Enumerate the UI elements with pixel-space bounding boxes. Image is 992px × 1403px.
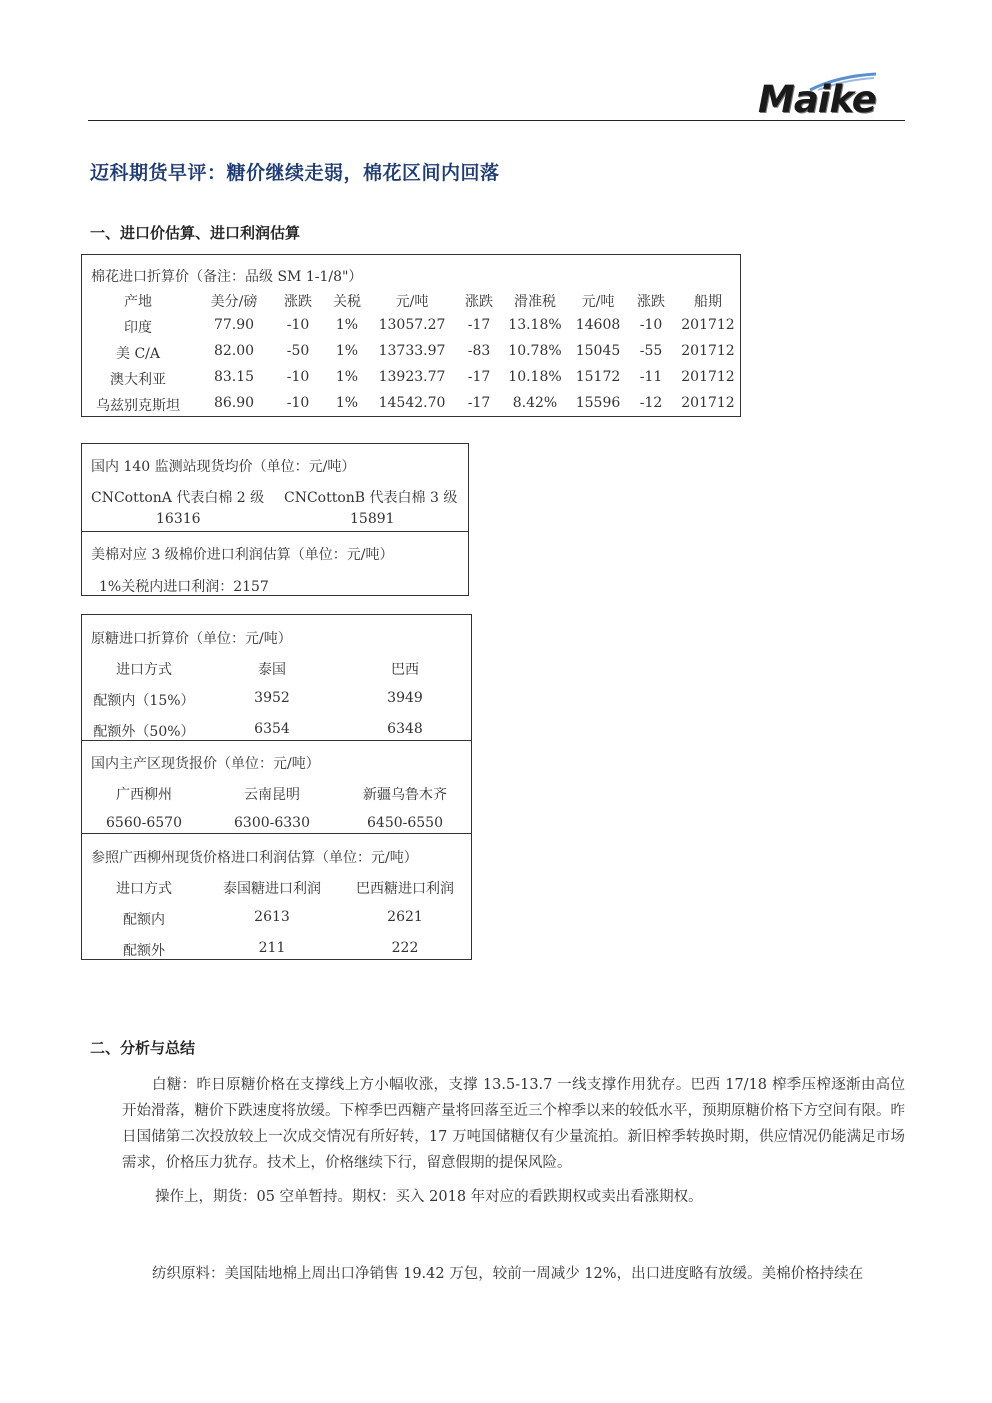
table-cell: 211 — [258, 940, 286, 956]
table-cell: 201712 — [681, 317, 735, 333]
table-header-cell: 涨跌 — [284, 294, 312, 310]
table-cell: 澳大利亚 — [110, 372, 166, 388]
table-cell: 配额内（15%） — [93, 693, 195, 709]
table-cell: 201712 — [681, 343, 735, 359]
cnCottonB-value: 15891 — [350, 511, 395, 527]
table-cell: 美 C/A — [116, 346, 160, 362]
table-header-cell: 广西柳州 — [116, 787, 172, 803]
table-cell: -17 — [467, 317, 491, 333]
table-header-cell: 美分/磅 — [210, 294, 258, 310]
table-cell: 14542.70 — [378, 395, 446, 411]
table-header-cell: 关税 — [333, 294, 361, 310]
sugar-table — [81, 614, 472, 960]
table-divider — [82, 740, 471, 741]
sugar-raw-caption: 原糖进口折算价（单位：元/吨） — [91, 631, 292, 647]
table-cell: 13733.97 — [378, 343, 446, 359]
cotton-import-table — [81, 254, 741, 417]
table-cell: 15045 — [575, 343, 621, 359]
table-cell: 6560-6570 — [106, 815, 182, 831]
table-cell: 配额外 — [123, 943, 165, 959]
table-cell: 83.15 — [213, 369, 255, 385]
cotton-spot-table — [81, 443, 469, 596]
table-cell: 13.18% — [508, 317, 562, 333]
table-cell: 2621 — [387, 909, 423, 925]
table-cell: -10 — [286, 395, 310, 411]
table-cell: 14608 — [575, 317, 621, 333]
maike-logo — [758, 72, 890, 121]
table-cell: -10 — [286, 369, 310, 385]
table-cell: 3949 — [387, 690, 423, 706]
table-cell: 201712 — [681, 369, 735, 385]
table-cell: 1% — [335, 317, 359, 333]
table-header-cell: 船期 — [694, 294, 722, 310]
table-cell: 印度 — [124, 320, 152, 336]
table-cell: -10 — [286, 317, 310, 333]
table-header-cell: 泰国 — [258, 662, 286, 678]
logo-text: Maike — [758, 78, 876, 121]
table-header-cell: 滑准税 — [514, 294, 556, 310]
table-cell: 15596 — [575, 395, 621, 411]
cotton-analysis-paragraph: 纺织原料：美国陆地棉上周出口净销售 19.42 万包，较前一周减少 12%，出口进度略有放缓。美棉价格持续在 — [152, 1266, 864, 1282]
table-cell: 8.42% — [512, 395, 558, 411]
cnCottonB-label: CNCottonB 代表白棉 3 级 — [284, 490, 458, 506]
table-cell: -17 — [467, 369, 491, 385]
table-cell: 1% — [335, 369, 359, 385]
table-cell: -12 — [639, 395, 663, 411]
table-cell: 配额内 — [123, 912, 165, 928]
table-header-cell: 巴西 — [391, 662, 419, 678]
table-cell: 10.18% — [508, 369, 562, 385]
table-divider — [82, 531, 468, 532]
table-cell: -11 — [639, 369, 663, 385]
table-cell: -83 — [467, 343, 491, 359]
table-header-cell: 涨跌 — [637, 294, 665, 310]
table-cell: 2613 — [254, 909, 290, 925]
table-cell: 乌兹别克斯坦 — [96, 398, 180, 414]
table-header-cell: 云南昆明 — [244, 787, 300, 803]
table-cell: 10.78% — [508, 343, 562, 359]
table-divider — [82, 833, 471, 834]
cotton-import-caption: 棉花进口折算价（备注：品级 SM 1-1/8"） — [91, 269, 363, 285]
table-header-cell: 进口方式 — [116, 881, 172, 897]
sugar-analysis-paragraph: 白糖：昨日原糖价格在支撑线上方小幅收涨，支撑 13.5-13.7 一线支撑作用犹存。巴西 17/18 榨季压榨逐渐由高位开始滑落，糖价下跌速度将放缓。下榨季巴西糖产量将回落至近三个榨季以来的较低水平，预期原糖价格下方空间有限。昨日国储第二次投放较上一次成交情况有所好转，17 万吨国储糖仅有少量流拍。新旧榨季转换时期，供应情况仍能满足市场需求，价格压力犹存。技术上，价格继续下行，留意假期的提保风险。 — [122, 1077, 905, 1171]
table-cell: 13057.27 — [378, 317, 446, 333]
section-heading-2: 二、分析与总结 — [90, 1039, 196, 1057]
section-heading-1: 一、进口价估算、进口利润估算 — [90, 224, 301, 242]
page-title: 迈科期货早评：糖价继续走弱，棉花区间内回落 — [90, 162, 500, 184]
cotton-spot-caption: 国内 140 监测站现货均价（单位：元/吨） — [91, 459, 356, 475]
table-cell: 77.90 — [213, 317, 255, 333]
table-cell: 82.00 — [213, 343, 255, 359]
table-header-cell: 巴西糖进口利润 — [356, 881, 454, 897]
sugar-spot-caption: 国内主产区现货报价（单位：元/吨） — [91, 756, 320, 772]
sugar-operation-paragraph: 操作上，期货：05 空单暂持。期权：买入 2018 年对应的看跌期权或卖出看涨期权。 — [155, 1189, 703, 1205]
table-cell: 6450-6550 — [367, 815, 443, 831]
table-header-cell: 元/吨 — [395, 294, 429, 310]
header-divider — [88, 120, 905, 121]
cotton-profit-text: 1%关税内进口利润：2157 — [99, 579, 269, 595]
cnCottonA-label: CNCottonA 代表白棉 2 级 — [91, 490, 265, 506]
table-cell: 1% — [335, 343, 359, 359]
table-cell: 13923.77 — [378, 369, 446, 385]
table-cell: 201712 — [681, 395, 735, 411]
sugar-profit-caption: 参照广西柳州现货价格进口利润估算（单位：元/吨） — [91, 850, 418, 866]
table-header-cell: 涨跌 — [465, 294, 493, 310]
table-header-cell: 进口方式 — [116, 662, 172, 678]
table-cell: -10 — [639, 317, 663, 333]
cotton-profit-caption: 美棉对应 3 级棉价进口利润估算（单位：元/吨） — [91, 547, 394, 563]
table-header-cell: 新疆乌鲁木齐 — [363, 787, 447, 803]
table-cell: 6348 — [387, 721, 423, 737]
table-header-cell: 元/吨 — [581, 294, 615, 310]
table-cell: 6354 — [254, 721, 290, 737]
table-cell: 86.90 — [213, 395, 255, 411]
table-cell: 3952 — [254, 690, 290, 706]
table-cell: -17 — [467, 395, 491, 411]
table-header-cell: 泰国糖进口利润 — [223, 881, 321, 897]
table-header-cell: 产地 — [124, 294, 152, 310]
table-cell: -50 — [286, 343, 310, 359]
table-cell: -55 — [639, 343, 663, 359]
cnCottonA-value: 16316 — [156, 511, 201, 527]
table-cell: 15172 — [575, 369, 621, 385]
table-cell: 6300-6330 — [234, 815, 310, 831]
table-cell: 222 — [391, 940, 419, 956]
table-cell: 1% — [335, 395, 359, 411]
table-cell: 配额外（50%） — [93, 724, 195, 740]
